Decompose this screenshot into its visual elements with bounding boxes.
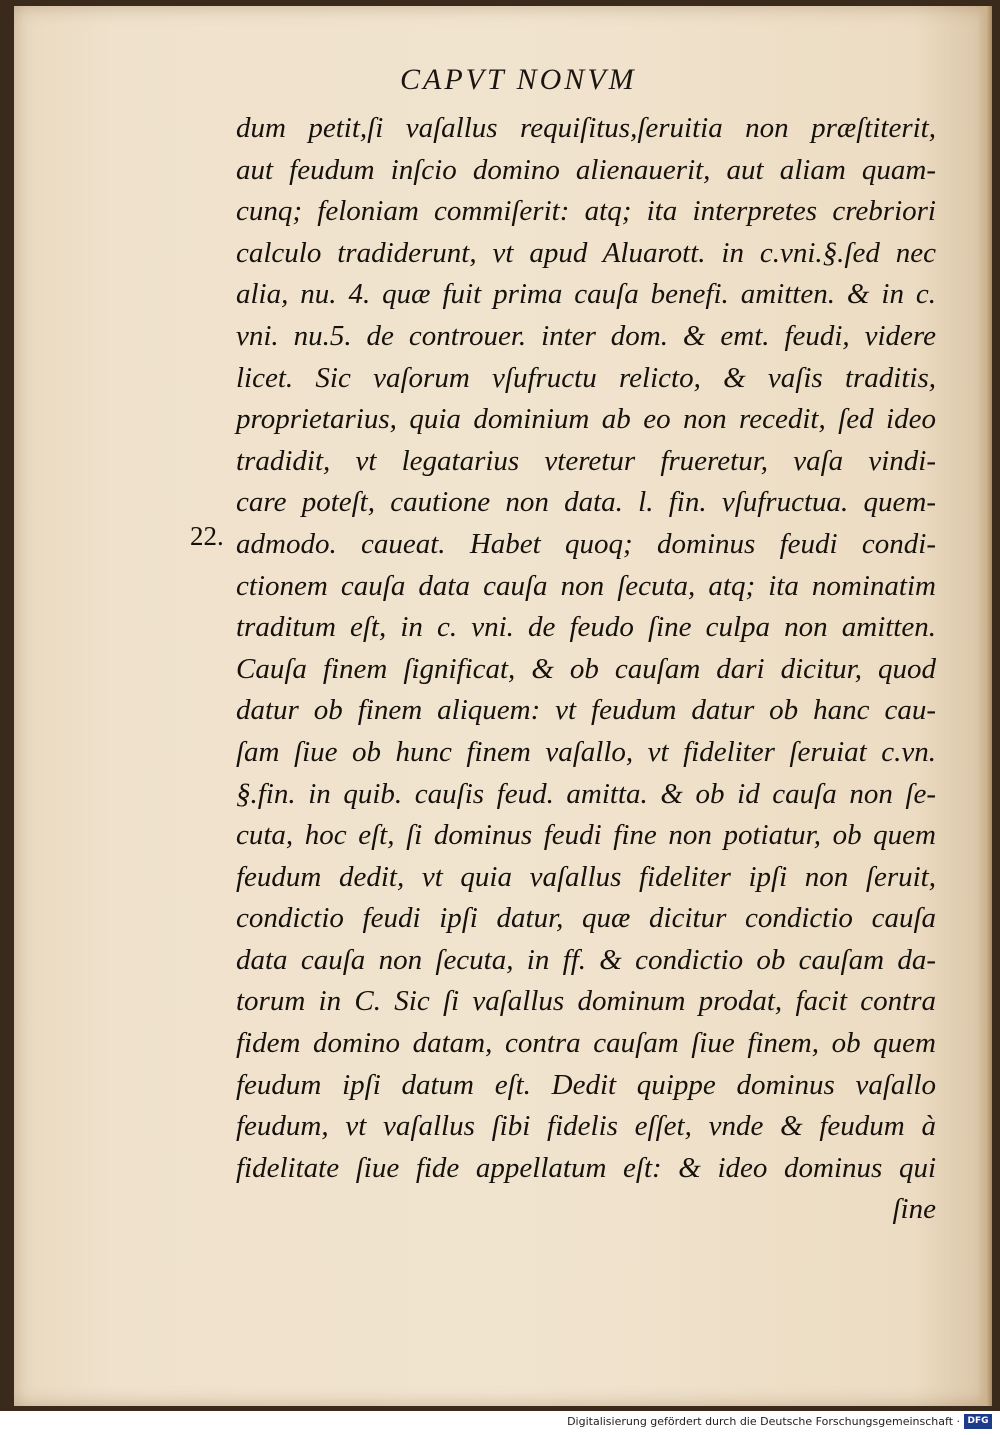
text-line: aut feudum inſcio domino alienauerit, aut aliam quam- <box>236 153 936 186</box>
text-line: care poteſt, cautione non data. l. fin. vſufructua. quem- <box>236 486 936 519</box>
text-line: datur ob finem aliquem: vt feudum datur ob hanc cau- <box>236 694 936 727</box>
running-head: CAPVT NONVM <box>400 63 637 96</box>
text-line: fidelitate ſiue fide appellatum eſt: & ideo dominus qui <box>236 1151 936 1184</box>
funding-credit: Digitalisierung gefördert durch die Deutsche Forschungsgemeinschaft · <box>567 1415 960 1428</box>
text-line: feudum, vt vaſallus ſibi fidelis eſſet, vnde & feudum à <box>236 1110 936 1143</box>
text-line: data cauſa non ſecuta, in ff. & condictio ob cauſam da- <box>236 943 936 976</box>
text-line: cunq; feloniam commiſerit: atq; ita interpretes crebriori <box>236 195 936 228</box>
text-line: feudum dedit, vt quia vaſallus fideliter ipſi non ſeruit, <box>236 860 936 893</box>
text-line: torum in C. Sic ſi vaſallus dominum prodat, facit contra <box>236 985 936 1018</box>
text-line: calculo tradiderunt, vt apud Aluarott. in c.vni.§.ſed nec <box>236 236 936 269</box>
text-line: dum petit,ſi vaſallus requiſitus,ſeruitia non præſtiterit, <box>236 112 936 144</box>
text-line: tradidit, vt legatarius vteretur frueretur, vaſa vindi- <box>236 444 936 477</box>
text-body <box>236 108 936 1231</box>
footer-bar <box>0 1411 1000 1435</box>
text-line: cuta, hoc eſt, ſi dominus feudi fine non potiatur, ob quem <box>236 819 936 852</box>
text-line: ctionem cauſa data cauſa non ſecuta, atq; ita nominatim <box>236 569 936 602</box>
text-line: traditum eſt, in c. vni. de feudo ſine culpa non amitten. <box>236 611 936 644</box>
dfg-logo-icon: DFG <box>964 1414 992 1429</box>
text-line: feudum ipſi datum eſt. Dedit quippe dominus vaſallo <box>236 1068 936 1101</box>
text-line: ſam ſiue ob hunc finem vaſallo, vt fideliter ſeruiat c.vn. <box>236 735 936 768</box>
text-line: §.fin. in quib. cauſis feud. amitta. & ob id cauſa non ſe- <box>236 777 936 810</box>
catchword: ſine <box>892 1193 936 1226</box>
text-line: fidem domino datam, contra cauſam ſiue finem, ob quem <box>236 1027 936 1060</box>
text-line: proprietarius, quia dominium ab eo non recedit, ſed ideo <box>236 403 936 436</box>
text-line: vni. nu.5. de controuer. inter dom. & emt. feudi, videre <box>236 319 936 352</box>
text-line: alia, nu. 4. quæ fuit prima cauſa benefi. amitten. & in c. <box>236 278 936 311</box>
text-line: condictio feudi ipſi datur, quæ dicitur condictio cauſa <box>236 902 936 935</box>
margin-number: 22. <box>190 521 224 551</box>
text-line: admodo. caueat. Habet quoq; dominus feudi condi- <box>236 527 936 560</box>
text-line: licet. Sic vaſorum vſufructu relicto, & vaſis traditis, <box>236 361 936 394</box>
text-line: Cauſa finem ſignificat, & ob cauſam dari dicitur, quod <box>236 652 936 685</box>
